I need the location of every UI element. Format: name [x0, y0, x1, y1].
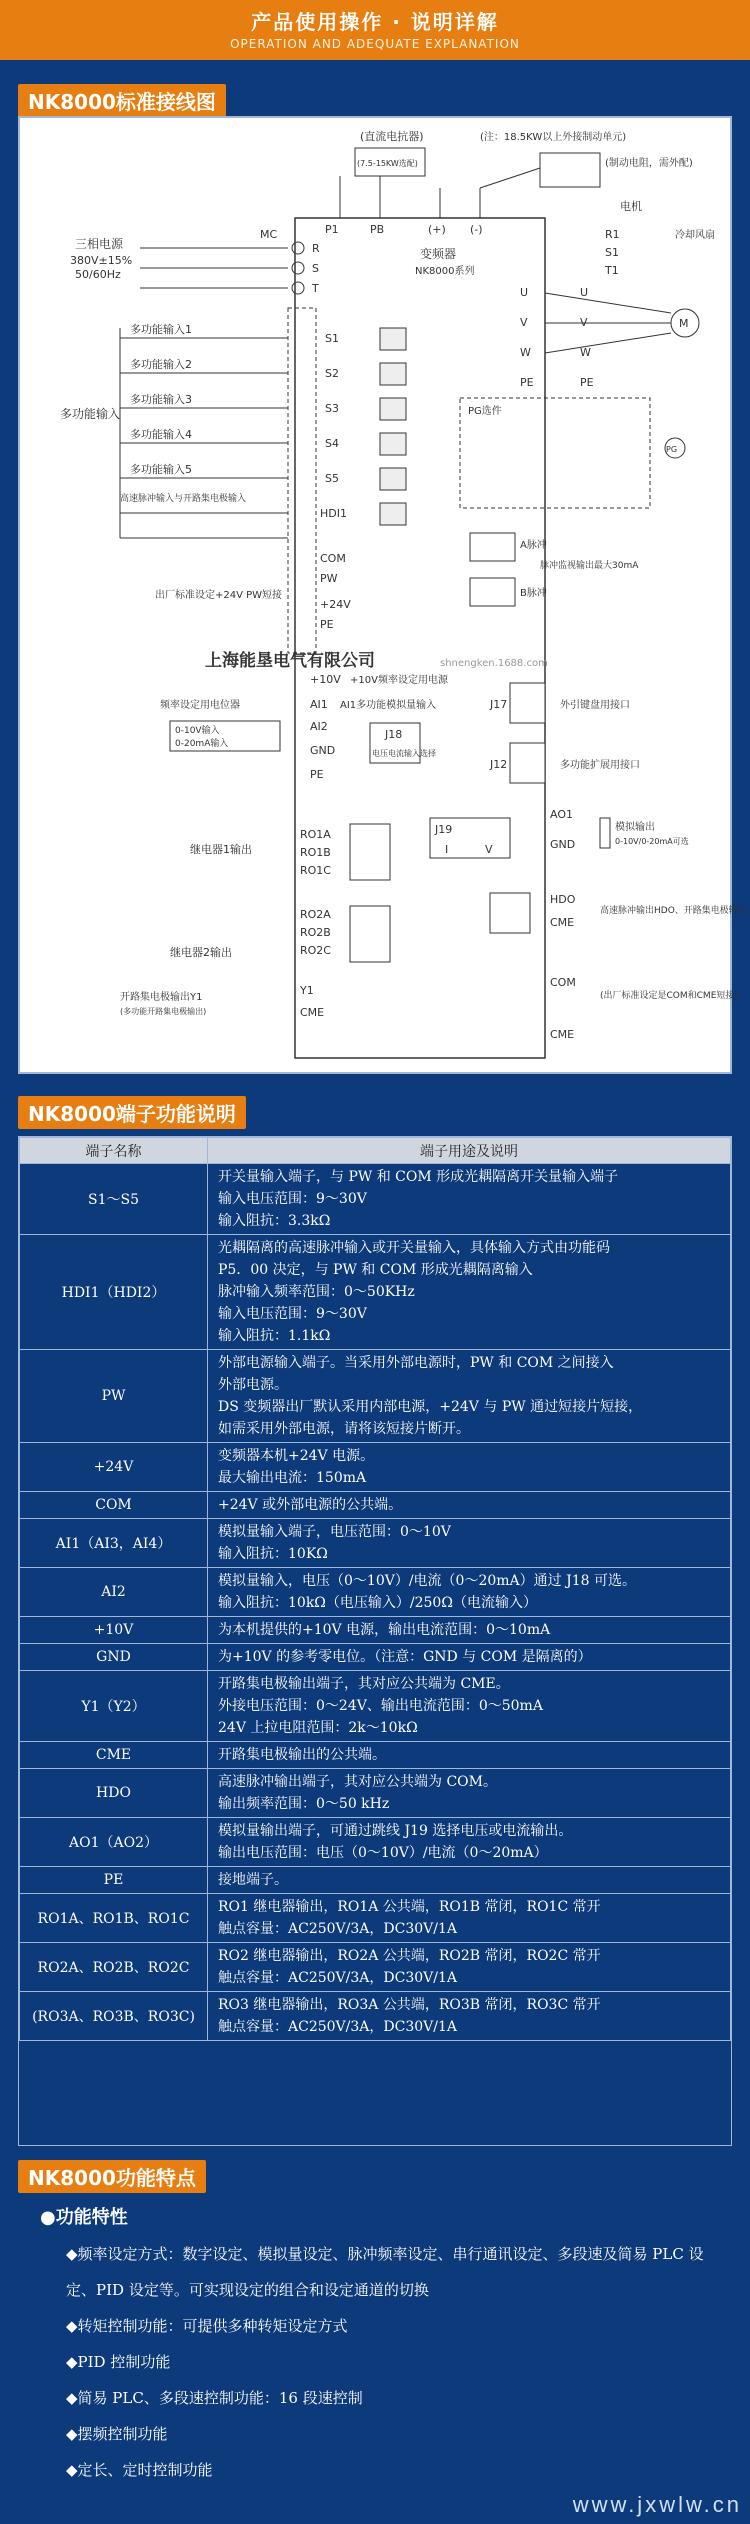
terminal-name: CME: [20, 1742, 208, 1769]
motor-pe: PE: [580, 376, 594, 389]
term-10v: +10V: [310, 673, 341, 686]
term-pb: PB: [370, 223, 385, 236]
multi-input-rows: [120, 322, 246, 504]
terminal-desc: [208, 1943, 731, 1992]
term-p1: P1: [325, 223, 339, 236]
table-row: [20, 1568, 731, 1617]
terminal-desc-line: 开路集电极输出端子，其对应公共端为 CME。: [218, 1676, 510, 1692]
hdo-label: 高速脉冲输出HDO、开路集电极输出: [600, 906, 747, 916]
term-r: R: [312, 242, 320, 255]
terminal-desc: [208, 1350, 731, 1443]
terminal-desc-line: 最大输出电流：150mA: [218, 1470, 367, 1486]
power-spec: 380V±15%: [70, 254, 133, 267]
terminal-desc: [208, 1671, 731, 1742]
multi-input-1: 多功能输入1: [130, 323, 192, 336]
terminal-desc-line: 输入阻抗：10KΩ: [218, 1546, 328, 1562]
terminal-desc-line: 开路集电极输出的公共端。: [218, 1747, 386, 1763]
terminal-name: HDI1（HDI2）: [20, 1235, 208, 1350]
feature-item: ◆转矩控制功能：可提供多种转矩设定方式: [66, 2317, 348, 2335]
terminal-desc-line: 输入阻抗：10kΩ（电压输入）/250Ω（电流输入）: [218, 1595, 537, 1611]
motor-u: U: [580, 286, 589, 299]
freq-set-label: 频率设定用电位器: [160, 700, 240, 711]
pulse-max-label: 脉冲监视输出最大30mA: [540, 561, 639, 571]
terminal-table: [19, 1137, 731, 2041]
multi-group-label: 多功能输入: [60, 407, 121, 421]
term-t: T: [312, 282, 319, 295]
terminal-name: HDO: [20, 1769, 208, 1818]
term-com: COM: [320, 552, 346, 565]
terminal-desc-line: 开关量输入端子，与 PW 和 COM 形成光耦隔离开关量输入端子: [218, 1169, 619, 1185]
terminal-desc-line: 模拟量输入端子，电压范围：0～10V: [218, 1524, 451, 1540]
page-header: [0, 0, 750, 60]
terminal-desc-line: 外接电压范围：0～24V、输出电流范围：0～50mA: [218, 1698, 543, 1714]
term-s2: S2: [325, 367, 339, 380]
section-title-features: NK8000功能特点: [18, 2160, 206, 2193]
table-row: [20, 1644, 731, 1671]
term-hdi1: HDI1: [320, 507, 347, 520]
series-label: NK8000系列: [415, 266, 475, 277]
dc-reactor-note: (7.5-15KW选配): [357, 159, 418, 168]
terminal-desc-line: 输入阻抗：3.3kΩ: [218, 1213, 331, 1229]
term-ai2: AI2: [310, 720, 328, 733]
aux-10v-label: +10V频率设定用电源: [350, 675, 448, 686]
multi-input-3: 多功能输入3: [130, 393, 192, 406]
terminal-desc-line: RO1 继电器输出，RO1A 公共端，RO1B 常闭，RO1C 常开: [218, 1899, 601, 1915]
terminal-desc-line: 模拟量输出端子，可通过跳线 J19 选择电压或电流输出。: [218, 1823, 573, 1839]
terminal-name: +10V: [20, 1617, 208, 1644]
term-cme-r2: CME: [550, 1028, 575, 1041]
terminal-desc: [208, 1992, 731, 2041]
features-heading: ●功能特性: [40, 2207, 128, 2228]
term-hdo: HDO: [550, 893, 576, 906]
brake-note: (注：18.5KW以上外接制动单元): [480, 132, 627, 143]
table-header-name: 端子名称: [20, 1138, 208, 1164]
pg-select-label: PG选件: [468, 406, 502, 417]
terminal-desc-line: 输出电压范围：电压（0～10V）/电流（0～20mA）: [218, 1845, 548, 1861]
terminal-desc-line: 变频器本机+24V 电源。: [218, 1448, 375, 1464]
terminal-desc: [208, 1644, 731, 1671]
multi-input-2: 多功能输入2: [130, 358, 192, 371]
table-row: [20, 1617, 731, 1644]
term-ai1: AI1: [310, 698, 328, 711]
j17-desc: 外引键盘用接口: [560, 700, 630, 711]
j12-label: J12: [490, 758, 508, 771]
term-ro1a: RO1A: [300, 828, 331, 841]
terminal-desc-line: 触点容量：AC250V/3A，DC30V/1A: [218, 2019, 457, 2035]
power-freq: 50/60Hz: [75, 268, 121, 281]
header-subtitle: OPERATION AND ADEQUATE EXPLANATION: [230, 37, 520, 51]
j18-label: J18: [385, 728, 403, 741]
wiring-diagram: [20, 118, 747, 1072]
terminal-desc-line: 输入阻抗：1.1kΩ: [218, 1328, 331, 1344]
terminal-desc-line: 触点容量：AC250V/3A，DC30V/1A: [218, 1921, 457, 1937]
feature-item: ◆PID 控制功能: [66, 2353, 171, 2371]
term-s: S: [312, 262, 319, 275]
term-pe: PE: [320, 618, 334, 631]
hdi-label: 高速脉冲输入与开路集电极输入: [120, 494, 247, 504]
table-row: [20, 1943, 731, 1992]
input-dashed-box: [288, 308, 316, 653]
ao-gnd: GND: [550, 838, 576, 851]
url-watermark: shnengken.1688.com: [440, 658, 548, 669]
term-v: V: [520, 316, 528, 329]
terminal-desc-line: 为本机提供的+10V 电源，输出电流范围：0～10mA: [218, 1622, 551, 1638]
terminal-name: COM: [20, 1492, 208, 1519]
term-ro2b: RO2B: [300, 926, 331, 939]
terminal-name: GND: [20, 1644, 208, 1671]
term-gnd: GND: [310, 744, 336, 757]
header-title: 产品使用操作 · 说明详解: [251, 10, 499, 34]
table-row: [20, 1350, 731, 1443]
term-com-r: COM: [550, 976, 576, 989]
cme-note: (出厂标准设定是COM和CME短接): [600, 991, 738, 1001]
terminal-desc-line: 光耦隔离的高速脉冲输入或开关量输入，具体输入方式由功能码: [218, 1240, 610, 1256]
pulse-a-label: A脉冲: [520, 540, 547, 551]
table-row: [20, 1164, 731, 1235]
terminal-desc-line: 接地端子。: [218, 1872, 288, 1888]
j19-i: I: [445, 843, 449, 856]
j18-note: 电压电流输入选择: [372, 749, 436, 758]
terminal-name: AO1（AO2）: [20, 1818, 208, 1867]
table-row: [20, 1742, 731, 1769]
terminal-name: PE: [20, 1867, 208, 1894]
term-s5: S5: [325, 472, 339, 485]
terminal-desc-line: 输入电压范围：9～30V: [218, 1306, 367, 1322]
term-plus: (+): [428, 223, 446, 236]
term-ro1b: RO1B: [300, 846, 331, 859]
term-ro2a: RO2A: [300, 908, 331, 921]
terminal-desc: [208, 1617, 731, 1644]
factory-24-label: 出厂标准设定+24V PW短接: [155, 590, 283, 601]
table-row: [20, 1769, 731, 1818]
ao1-label: AO1: [550, 808, 573, 821]
terminal-desc-line: 输出频率范围：0～50 kHz: [218, 1796, 390, 1812]
motor-m: M: [679, 317, 689, 330]
terminal-desc-line: 模拟量输入，电压（0～10V）/电流（0～20mA）通过 J18 可选。: [218, 1573, 636, 1589]
j12-desc: 多功能扩展用接口: [560, 760, 640, 771]
motor-v: V: [580, 316, 588, 329]
pulse-b-label: B脉冲: [520, 588, 547, 599]
terminal-desc: [208, 1769, 731, 1818]
motor-label: 电机: [620, 200, 642, 213]
feature-item: ◆定长、定时控制功能: [66, 2461, 213, 2479]
brake-res-label: (制动电阻，需外配): [605, 158, 693, 169]
company-watermark: 上海能垦电气有限公司: [205, 651, 375, 671]
terminal-desc-line: +24V 或外部电源的公共端。: [218, 1497, 403, 1513]
j19-v: V: [485, 843, 493, 856]
terminal-desc: [208, 1164, 731, 1235]
table-row: [20, 1519, 731, 1568]
terminal-desc: [208, 1894, 731, 1943]
terminal-name: +24V: [20, 1443, 208, 1492]
table-header-desc: 端子用途及说明: [208, 1138, 731, 1164]
term-ro1c: RO1C: [300, 864, 331, 877]
terminal-desc-line: 为+10V 的参考零电位。（注意：GND 与 COM 是隔离的）: [218, 1649, 592, 1665]
section-title-terminals: NK8000端子功能说明: [18, 1096, 246, 1129]
motor-s1: S1: [605, 246, 619, 259]
table-row: [20, 1492, 731, 1519]
motor-r1: R1: [605, 228, 620, 241]
table-row: [20, 1992, 731, 2041]
terminal-desc: [208, 1568, 731, 1617]
terminal-name: (RO3A、RO3B、RO3C): [20, 1992, 208, 2041]
ao-range: 0-10V/0-20mA可选: [615, 837, 689, 846]
oc-sub: (多功能开路集电极输出): [120, 1007, 207, 1016]
terminal-desc-line: RO3 继电器输出，RO3A 公共端，RO3B 常闭，RO3C 常开: [218, 1997, 601, 2013]
terminal-name: RO1A、RO1B、RO1C: [20, 1894, 208, 1943]
terminal-desc-line: 脉冲输入频率范围：0～50KHz: [218, 1284, 415, 1300]
terminal-name: S1～S5: [20, 1164, 208, 1235]
motor-w: W: [580, 346, 591, 359]
terminal-desc: [208, 1443, 731, 1492]
terminal-name: AI2: [20, 1568, 208, 1617]
terminal-name: Y1（Y2）: [20, 1671, 208, 1742]
relay1-label: 继电器1输出: [190, 843, 252, 856]
terminal-desc: [208, 1818, 731, 1867]
terminal-desc-line: 24V 上拉电阻范围：2k～10kΩ: [218, 1720, 418, 1736]
table-row: [20, 1867, 731, 1894]
oc-label: 开路集电极输出Y1: [120, 992, 203, 1003]
term-s4: S4: [325, 437, 339, 450]
term-cme-r: CME: [550, 916, 575, 929]
relay2-label: 继电器2输出: [170, 946, 232, 959]
feature-item: ◆摆频控制功能: [66, 2425, 168, 2443]
term-24v: +24V: [320, 598, 351, 611]
ao-label: 模拟输出: [615, 822, 655, 833]
feature-item: ◆频率设定方式：数字设定、模拟量设定、脉冲频率设定、串行通讯设定、多段速及简易 PLC 设定、PID 设定等。可实现设定的组合和设定通道的切换: [66, 2245, 704, 2299]
terminal-desc: [208, 1742, 731, 1769]
terminal-desc-line: 如需采用外部电源，请将该短接片断开。: [218, 1421, 470, 1437]
dc-reactor-label: (直流电抗器): [360, 130, 424, 143]
inverter-label: 变频器: [420, 247, 457, 261]
ai1-label: AI1多功能模拟量输入: [340, 700, 437, 711]
ai2-label-v: 0-10V输入: [175, 726, 220, 736]
terminal-desc-line: RO2 继电器输出，RO2A 公共端，RO2B 常闭，RO2C 常开: [218, 1948, 601, 1964]
multi-input-5: 多功能输入5: [130, 463, 192, 476]
term-pe-r: PE: [520, 376, 534, 389]
table-row: [20, 1235, 731, 1350]
term-minus: (-): [470, 223, 483, 236]
pg-m: PG: [666, 445, 678, 454]
term-u: U: [520, 286, 529, 299]
section-title-wiring: NK8000标准接线图: [18, 84, 226, 117]
table-row: [20, 1443, 731, 1492]
wiring-diagram-panel: [18, 116, 747, 1074]
terminal-desc: [208, 1519, 731, 1568]
table-row: [20, 1818, 731, 1867]
terminal-desc-line: P5．00 决定，与 PW 和 COM 形成光耦隔离输入: [218, 1262, 533, 1278]
power-label: 三相电源: [75, 237, 124, 251]
terminal-table-wrap: [18, 1136, 732, 2146]
terminal-name: AI1（AI3，AI4）: [20, 1519, 208, 1568]
mc-label: MC: [260, 228, 278, 241]
term-pe2: PE: [310, 768, 324, 781]
table-row: [20, 1671, 731, 1742]
term-pw: PW: [320, 572, 338, 585]
j17-label: J17: [490, 698, 508, 711]
term-w: W: [520, 346, 531, 359]
j19-label: J19: [435, 823, 453, 836]
features-list: [40, 2200, 720, 2488]
terminal-desc-line: 输入电压范围：9～30V: [218, 1191, 367, 1207]
terminal-desc: [208, 1492, 731, 1519]
term-y1: Y1: [300, 984, 314, 997]
term-cme: CME: [300, 1006, 325, 1019]
fan-label: 冷却风扇: [675, 230, 715, 241]
multi-input-4: 多功能输入4: [130, 428, 192, 441]
brake-unit-box: [540, 153, 600, 187]
terminal-name: PW: [20, 1350, 208, 1443]
ai2-label-a: 0-20mA输入: [175, 739, 229, 749]
terminal-desc-line: 高速脉冲输出端子，其对应公共端为 COM。: [218, 1774, 497, 1790]
term-ro2c: RO2C: [300, 944, 331, 957]
table-row: [20, 1894, 731, 1943]
terminal-desc-line: DS 变频器出厂默认采用内部电源，+24V 与 PW 通过短接片短接，: [218, 1399, 643, 1415]
terminal-desc: [208, 1235, 731, 1350]
terminal-name: RO2A、RO2B、RO2C: [20, 1943, 208, 1992]
feature-item: ◆简易 PLC、多段速控制功能：16 段速控制: [66, 2389, 363, 2407]
term-s1: S1: [325, 332, 339, 345]
term-s3: S3: [325, 402, 339, 415]
terminal-desc: [208, 1867, 731, 1894]
terminal-desc-line: 外部电源。: [218, 1377, 288, 1393]
site-watermark: www.jxwlw.cn: [572, 2492, 742, 2517]
terminal-desc-line: 外部电源输入端子。当采用外部电源时，PW 和 COM 之间接入: [218, 1355, 614, 1371]
terminal-desc-line: 触点容量：AC250V/3A，DC30V/1A: [218, 1970, 457, 1986]
motor-t1: T1: [605, 264, 619, 277]
